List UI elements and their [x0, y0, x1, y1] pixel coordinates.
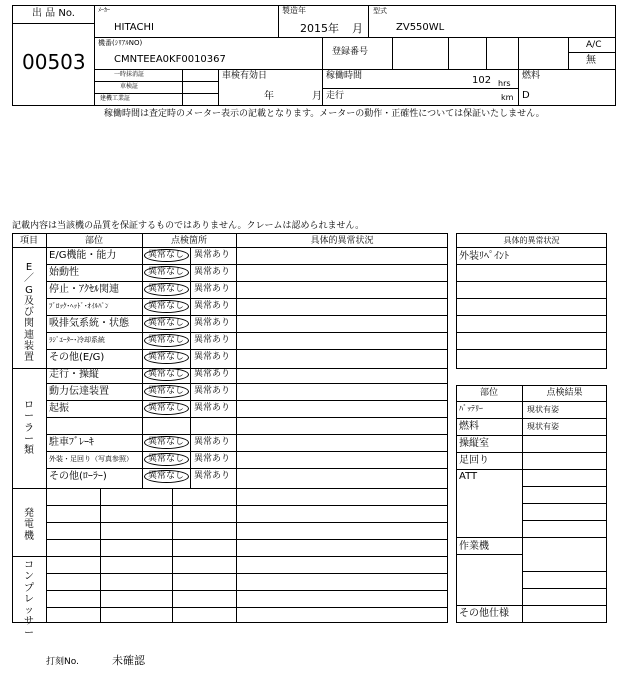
- table-row: [46, 468, 448, 485]
- result-row-value: 現状有姿: [527, 405, 559, 414]
- fuel-label: 燃料: [522, 71, 541, 81]
- stamp-value: 未確認: [112, 654, 145, 667]
- item-no: 00503: [22, 50, 86, 74]
- abnormal-option[interactable]: 異常あり: [194, 454, 231, 464]
- abnormal-option[interactable]: 異常あり: [194, 369, 231, 379]
- other-spec-label: その他仕様: [459, 608, 509, 619]
- reg-label: 登録番号: [332, 47, 369, 57]
- abnormal-option[interactable]: 異常あり: [194, 250, 231, 260]
- header-note: 稼働時間は査定時のメーター表示の記載となります。メーターの動作・正確性については保証いたしません。: [104, 109, 545, 119]
- row-part-label: 駐車ﾌﾞﾚｰｷ: [49, 437, 94, 448]
- cert-label-3: 建機工業証: [100, 95, 131, 102]
- table-row: [46, 434, 448, 451]
- hours-value: 102: [472, 75, 492, 86]
- result-row-part: ﾊﾞｯﾃﾘｰ: [459, 404, 483, 413]
- table-row: [46, 247, 448, 264]
- maker-value: HITACHI: [114, 22, 154, 33]
- row-part-label: 動力伝達装置: [49, 386, 109, 397]
- table-row: [46, 451, 448, 468]
- table-row: [46, 366, 448, 383]
- group-label-engine: E ／ G 及 び 関 連 装 置: [24, 262, 34, 364]
- table-row: [46, 332, 448, 349]
- inspect-month-unit: 月: [312, 91, 322, 102]
- disclaimer: 記載内容は当該機の品質を保証するものではありません。クレームは認められません。: [12, 221, 365, 231]
- abnormal-option[interactable]: 異常あり: [194, 437, 231, 447]
- table-row: [46, 315, 448, 332]
- model-label: 型式: [373, 7, 387, 15]
- table-row: [46, 383, 448, 400]
- table-row: [46, 264, 448, 281]
- table-row: [46, 349, 448, 366]
- row-part-label: 起振: [49, 403, 69, 414]
- result-row: [456, 452, 607, 469]
- normal-option[interactable]: 異常なし: [148, 437, 185, 447]
- result-row-part: 燃料: [459, 421, 479, 432]
- row-part-label: E/G機能・能力: [49, 250, 117, 261]
- row-part-label: 走行・操縦: [49, 369, 99, 380]
- inspect-label: 車検有効日: [222, 71, 268, 81]
- travel-label: 走行: [326, 91, 345, 101]
- ac-label: A/C: [586, 40, 602, 50]
- abnormal-option[interactable]: 異常あり: [194, 386, 231, 396]
- result-row-value: 現状有姿: [527, 422, 559, 431]
- row-part-label: ﾌﾞﾛｯｸ･ﾍｯﾄﾞ･ｵｲﾙﾊﾟﾝ: [49, 302, 109, 310]
- model-value: ZV550WL: [396, 22, 445, 33]
- serial-value: CMNTEEA0KF0010367: [114, 54, 226, 65]
- inspect-year-unit: 年: [264, 91, 274, 102]
- stamp-label: 打刻No.: [46, 657, 79, 667]
- normal-option[interactable]: 異常なし: [148, 403, 185, 413]
- normal-option[interactable]: 異常なし: [148, 284, 185, 294]
- travel-unit: km: [501, 93, 514, 102]
- normal-option[interactable]: 異常なし: [148, 267, 185, 277]
- year-value: 2015: [300, 22, 328, 35]
- result-row-part: 操縦室: [459, 438, 489, 449]
- serial-label: 機番(ｼﾘｱﾙNO): [98, 39, 143, 47]
- att-label: ATT: [459, 471, 478, 482]
- hours-label: 稼働時間: [326, 71, 363, 81]
- col-header-part: 部位: [84, 236, 103, 246]
- table-row: [46, 281, 448, 298]
- normal-option[interactable]: 異常なし: [148, 352, 185, 362]
- month-unit: 月: [352, 22, 363, 35]
- normal-option[interactable]: 異常なし: [148, 471, 185, 481]
- normal-option[interactable]: 異常なし: [148, 369, 185, 379]
- group-label-rollers: ロ ー ラ ー 類: [24, 400, 34, 457]
- item-no-label: 出 品 No.: [32, 8, 75, 19]
- result-row: [456, 418, 607, 435]
- normal-option[interactable]: 異常なし: [148, 335, 185, 345]
- abnormal-option[interactable]: 異常あり: [194, 284, 231, 294]
- result-header-part: 部位: [479, 388, 498, 398]
- row-part-label: その他(E/G): [49, 352, 105, 363]
- normal-option[interactable]: 異常なし: [148, 386, 185, 396]
- result-row-part: 足回り: [459, 455, 489, 466]
- ac-value: 無: [586, 55, 596, 66]
- result-header-result: 点検結果: [546, 388, 583, 398]
- table-row: [46, 417, 448, 434]
- group-label-generator: 発 電 機: [24, 508, 34, 542]
- table-row: [46, 298, 448, 315]
- col-header-detail: 具体的異常状況: [310, 236, 374, 246]
- row-part-label: その他(ﾛｰﾗｰ): [49, 471, 107, 482]
- table-row: [46, 400, 448, 417]
- col-header-item: 項目: [19, 236, 38, 246]
- row-part-label: 停止・ｱｸｾﾙ関連: [49, 284, 119, 295]
- anomaly-entry: 外装ﾘﾍﾟｲﾝﾄ: [459, 251, 509, 262]
- group-label-compressor: コ ン プ レ ッ サ ー: [24, 560, 34, 639]
- abnormal-option[interactable]: 異常あり: [194, 267, 231, 277]
- normal-option[interactable]: 異常なし: [148, 454, 185, 464]
- row-part-label: 吸排気系統・状態: [49, 318, 129, 329]
- abnormal-option[interactable]: 異常あり: [194, 471, 231, 481]
- cert-label-1: 一時抹消証: [114, 71, 145, 78]
- col-header-check: 点検箇所: [170, 236, 207, 246]
- work-label: 作業機: [459, 541, 489, 552]
- abnormal-option[interactable]: 異常あり: [194, 403, 231, 413]
- abnormal-option[interactable]: 異常あり: [194, 301, 231, 311]
- row-part-label: 外装・足回り（写真参照）: [49, 455, 133, 463]
- abnormal-option[interactable]: 異常あり: [194, 352, 231, 362]
- result-row: [456, 401, 607, 418]
- row-part-label: 始動性: [49, 267, 79, 278]
- abnormal-option[interactable]: 異常あり: [194, 335, 231, 345]
- normal-option[interactable]: 異常なし: [148, 250, 185, 260]
- fuel-value: D: [522, 90, 530, 101]
- maker-label: ﾒｰｶｰ: [98, 7, 111, 14]
- result-row: [456, 435, 607, 452]
- normal-option[interactable]: 異常なし: [148, 301, 185, 311]
- cert-label-2: 車検証: [120, 83, 139, 90]
- abnormal-option[interactable]: 異常あり: [194, 318, 231, 328]
- anomaly-header: 具体的異常状況: [503, 236, 560, 245]
- normal-option[interactable]: 異常なし: [148, 318, 185, 328]
- hours-unit: hrs: [498, 79, 511, 88]
- year-unit: 年: [328, 22, 339, 35]
- row-part-label: ﾗｼﾞｴｰﾀｰ･冷却系統: [49, 336, 105, 344]
- year-label: 製造年: [282, 6, 306, 15]
